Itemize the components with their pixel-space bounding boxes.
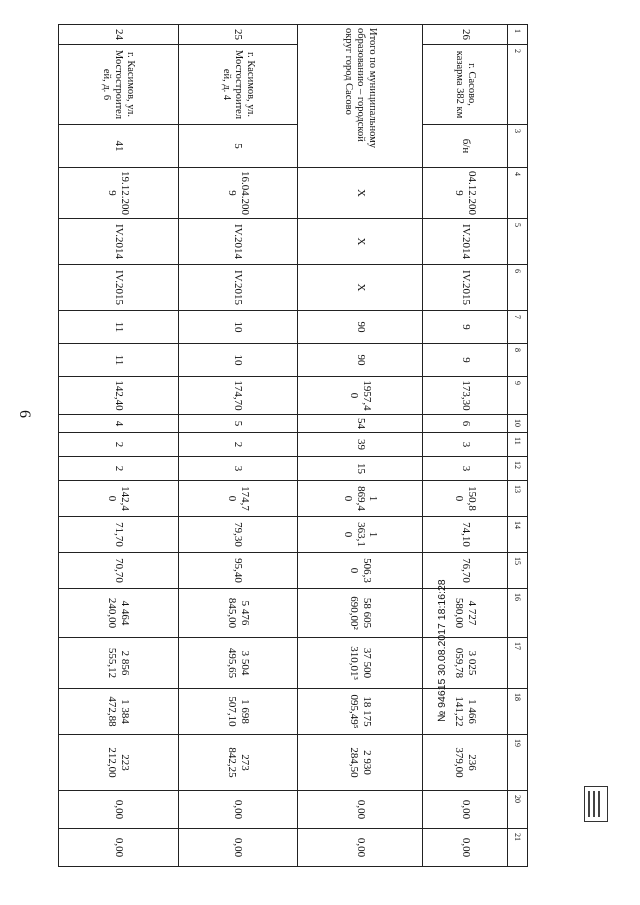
table-cell: 236 379,00 [423,735,508,791]
table-cell: 173,30 [423,377,508,415]
table-cell: 2 [178,433,298,457]
table-cell: 0,00 [178,829,298,867]
table-cell: IV.2015 [423,265,508,311]
total-label-cell: Итого по муниципальному образованию – городской округ город Сасово [298,25,423,168]
column-number: 3 [508,125,528,168]
table-cell: 2 856 555,12 [59,638,179,689]
table-cell: 142,40 [59,377,179,415]
table-cell: IV.2014 [59,219,179,265]
table-cell: б/н [423,125,508,168]
table-cell: 4 [59,415,179,433]
table-cell: 1 869,40 [298,481,423,517]
table-cell: 76,70 [423,553,508,589]
table-cell: 41 [59,125,179,168]
column-number-row [508,25,528,867]
table-cell: 142,40 [59,481,179,517]
page-number: 6 [16,410,33,418]
table-cell: 1 363,10 [298,517,423,553]
column-number: 6 [508,265,528,311]
address-cell: г. Сасово, казарма 382 км [423,45,508,125]
document-registration-mark: № 94615 30.08.2017 18:16:28 [436,579,448,722]
table-cell: 1 466 141,22 [423,689,508,735]
table-cell: 4 464 240,00 [59,589,179,638]
table-cell: IV.2014 [178,219,298,265]
table-cell: 71,70 [59,517,179,553]
table-cell: 3 025 059,78 [423,638,508,689]
table-cell: 0,00 [298,829,423,867]
table-cell: 18 175 095,49⁵ [298,689,423,735]
table-cell: 0,00 [298,791,423,829]
table-cell: 5 476 845,00 [178,589,298,638]
table-cell: 15 [298,457,423,481]
column-number: 21 [508,829,528,867]
table-cell: 506,30 [298,553,423,589]
table-cell: 24 [59,25,179,45]
table-cell: 70,70 [59,553,179,589]
column-number: 2 [508,45,528,125]
table-cell: 11 [59,344,179,377]
table-cell: 0,00 [59,791,179,829]
table-cell: 174,70 [178,377,298,415]
column-number: 20 [508,791,528,829]
table-cell: 79,30 [178,517,298,553]
column-number: 10 [508,415,528,433]
table-cell: 4 727 580,00 [423,589,508,638]
table-cell: 0,00 [59,829,179,867]
rotated-table-wrapper [58,24,528,858]
table-cell: 150,80 [423,481,508,517]
table-cell: 74,10 [423,517,508,553]
table-cell: 3 504 495,65 [178,638,298,689]
table-cell: 174,70 [178,481,298,517]
table-cell: 0,00 [423,791,508,829]
table-row [59,25,179,867]
table-cell: 1957,40 [298,377,423,415]
column-number: 16 [508,589,528,638]
column-number: 19 [508,735,528,791]
table-cell: Х [298,168,423,219]
column-number: 9 [508,377,528,415]
table-cell: 25 [178,25,298,45]
table-cell: 54 [298,415,423,433]
column-number: 1 [508,25,528,45]
address-cell: г. Касимов, ул. Мостостроителей, д. 6 [59,45,179,125]
table-cell: 0,00 [423,829,508,867]
table-cell: 2 930 284,50 [298,735,423,791]
table-cell: 2 [59,457,179,481]
table-cell: 11 [59,311,179,344]
table-row-total [298,25,423,867]
table-cell: 1 698 507,10 [178,689,298,735]
column-number: 7 [508,311,528,344]
table-row [423,25,508,867]
table-cell: 26 [423,25,508,45]
table-cell: 90 [298,344,423,377]
table-cell: 3 [423,433,508,457]
table-cell: 3 [178,457,298,481]
table-cell: 1 384 472,88 [59,689,179,735]
barcode-stamp-icon [584,786,608,822]
table-cell: IV.2015 [178,265,298,311]
table-cell: 9 [423,311,508,344]
table-cell: 10 [178,311,298,344]
table-cell: 5 [178,125,298,168]
table-cell: 37 500 310,01³ [298,638,423,689]
table-cell: 39 [298,433,423,457]
table-cell: 9 [423,344,508,377]
table-cell: 95,40 [178,553,298,589]
column-number: 11 [508,433,528,457]
table-cell: 0,00 [178,791,298,829]
table-cell: 19.12.2009 [59,168,179,219]
column-number: 5 [508,219,528,265]
column-number: 8 [508,344,528,377]
table-row [178,25,298,867]
table-cell: 5 [178,415,298,433]
table-cell: 90 [298,311,423,344]
table-cell: 04.12.2009 [423,168,508,219]
address-cell: г. Касимов, ул. Мостостроителей, д. 4 [178,45,298,125]
column-number: 12 [508,457,528,481]
table-cell: 10 [178,344,298,377]
column-number: 13 [508,481,528,517]
table-cell: 223 212,00 [59,735,179,791]
table-cell: 2 [59,433,179,457]
table-cell: IV.2014 [423,219,508,265]
table-cell: 3 [423,457,508,481]
table-cell: Х [298,219,423,265]
table-cell: 273 842,25 [178,735,298,791]
data-table [58,24,528,867]
table-cell: 58 605 690,00² [298,589,423,638]
table-cell: Х [298,265,423,311]
column-number: 15 [508,553,528,589]
column-number: 18 [508,689,528,735]
table-cell: IV.2015 [59,265,179,311]
column-number: 17 [508,638,528,689]
column-number: 4 [508,168,528,219]
table-cell: 6 [423,415,508,433]
table-cell: 16.04.2009 [178,168,298,219]
column-number: 14 [508,517,528,553]
